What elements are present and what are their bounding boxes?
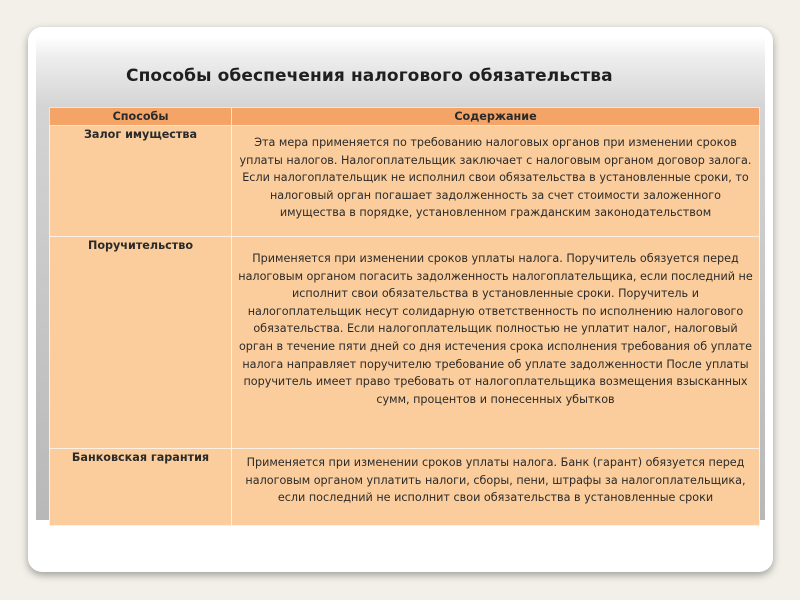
content-cell: Применяется при изменении сроков уплаты налога. Банк (гарант) обязуется перед налоговым органом уплатить налоги, сборы, пени, штрафы за налогоплательщика, если последний не исполнит свои обязательства в установленные сроки bbox=[232, 449, 760, 526]
method-cell: Банковская гарантия bbox=[50, 449, 232, 526]
table-row bbox=[50, 449, 760, 526]
methods-table bbox=[49, 107, 760, 526]
method-cell: Залог имущества bbox=[50, 126, 232, 237]
table-row bbox=[50, 237, 760, 449]
slide-frame bbox=[28, 27, 773, 572]
slide-title: Способы обеспечения налогового обязательства bbox=[126, 66, 613, 86]
table-row bbox=[50, 126, 760, 237]
method-cell: Поручительство bbox=[50, 237, 232, 449]
slide bbox=[36, 37, 765, 520]
table-header-row bbox=[50, 108, 760, 126]
content-cell: Эта мера применяется по требованию налоговых органов при изменении сроков уплаты налогов. Налогоплательщик заключает с налоговым органом договор залога. Если налогоплательщик не исполнил свои обязательства в установленные сроки, то налоговый орган погашает задолженность за счет стоимости заложенного имущества в порядке, установленном гражданским законодательством bbox=[232, 126, 760, 237]
column-header-content: Содержание bbox=[232, 108, 760, 126]
column-header-methods: Способы bbox=[50, 108, 232, 126]
content-cell: Применяется при изменении сроков уплаты налога. Поручитель обязуется перед налоговым органом погасить задолженность налогоплательщика, если последний не исполнит свои обязательства в установленные сроки. Поручитель и налогоплательщик несут солидарную ответственность по исполнению налогового обязательства. Если налогоплательщик полностью не уплатит налог, налоговый орган в течение пяти дней со дня истечения срока исполнения требования об уплате налога направляет поручителю требование об уплате задолженности После уплаты поручитель имеет право требовать от налогоплательщика возмещения взысканных сумм, процентов и понесенных убытков bbox=[232, 237, 760, 449]
